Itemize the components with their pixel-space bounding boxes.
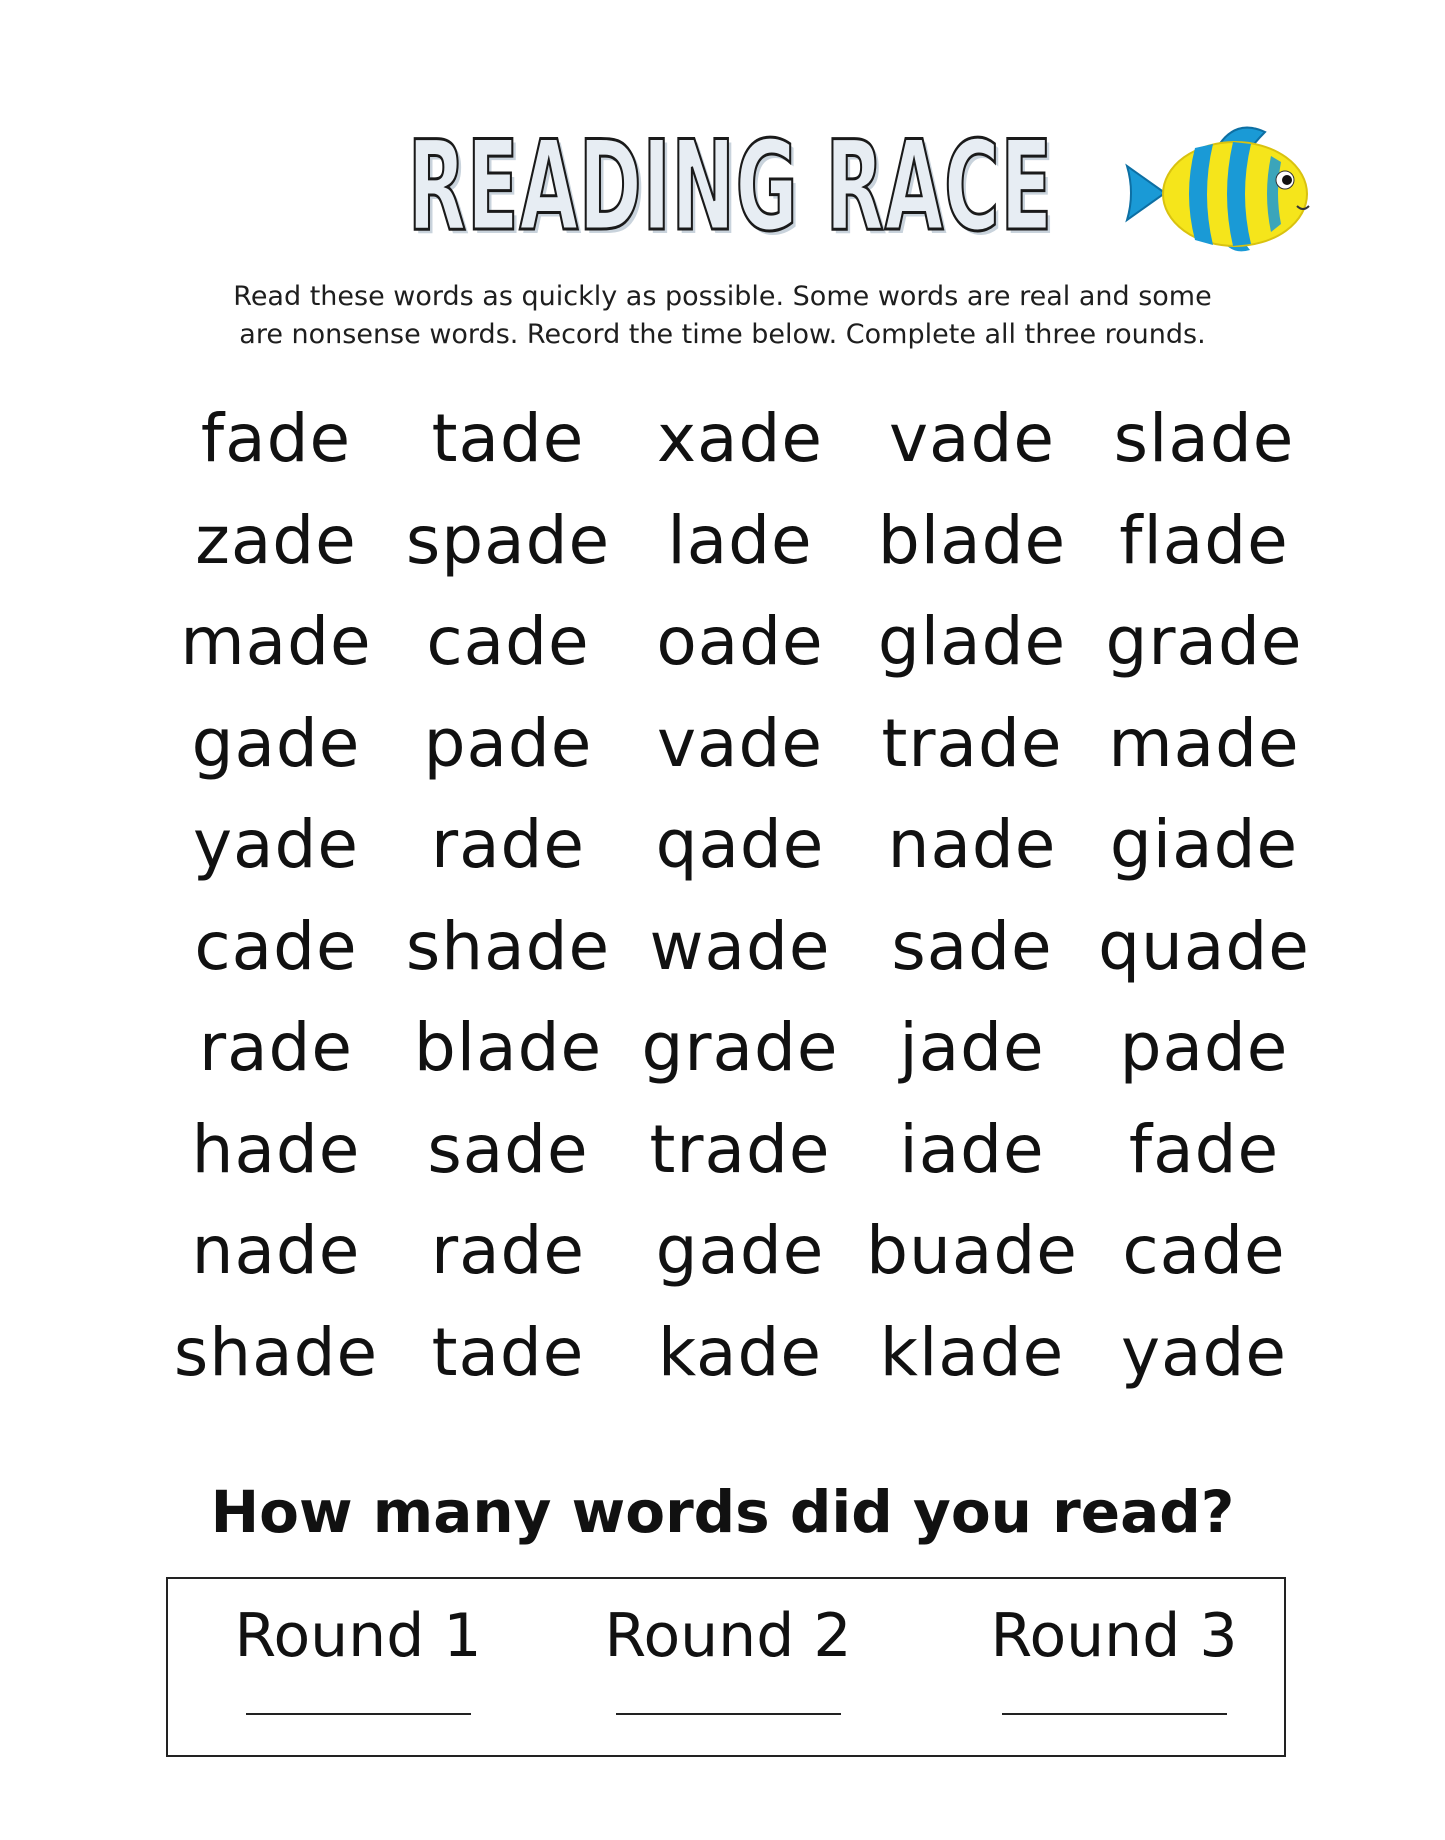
word: glade: [877, 603, 1067, 681]
word: lade: [667, 501, 813, 579]
word: nade: [887, 806, 1057, 884]
round-1-label: Round 1: [234, 1601, 482, 1671]
title-container: [400, 112, 1060, 262]
word: tade: [431, 1313, 585, 1391]
word: buade: [866, 1212, 1078, 1290]
word: zade: [195, 501, 357, 579]
word: quade: [1098, 907, 1310, 985]
word: pade: [423, 704, 593, 782]
word: giade: [1109, 806, 1299, 884]
round-3: [984, 1601, 1244, 1715]
word: shade: [405, 907, 611, 985]
round-3-answer-line[interactable]: [1002, 1713, 1227, 1715]
word: blade: [877, 501, 1067, 579]
word: cade: [426, 603, 590, 681]
word: wade: [649, 907, 831, 985]
word: qade: [655, 806, 825, 884]
word: rade: [430, 1212, 586, 1290]
round-2-answer-line[interactable]: [616, 1713, 841, 1715]
word: vade: [656, 704, 823, 782]
word: sade: [891, 907, 1053, 985]
word: slade: [1113, 400, 1295, 478]
word: kade: [657, 1313, 822, 1391]
word: yade: [192, 806, 359, 884]
round-1: [228, 1601, 488, 1715]
word: grade: [1105, 603, 1303, 681]
word: made: [1108, 704, 1300, 782]
word: iade: [899, 1110, 1045, 1188]
word: flade: [1119, 501, 1289, 579]
word: hade: [191, 1110, 361, 1188]
word: rade: [430, 806, 586, 884]
instructions: [150, 278, 1295, 354]
word: made: [180, 603, 372, 681]
word: xade: [656, 400, 823, 478]
word: oade: [656, 603, 824, 681]
word: cade: [194, 907, 358, 985]
word: yade: [1120, 1313, 1287, 1391]
word: sade: [427, 1110, 589, 1188]
word: pade: [1119, 1009, 1289, 1087]
round-2: [598, 1601, 858, 1715]
round-1-answer-line[interactable]: [246, 1713, 471, 1715]
word: nade: [191, 1212, 361, 1290]
word: gade: [655, 1212, 825, 1290]
word: cade: [1122, 1212, 1286, 1290]
word: gade: [191, 704, 361, 782]
word: jade: [899, 1009, 1045, 1087]
word: fade: [1128, 1110, 1280, 1188]
instructions-line-2: are nonsense words. Record the time below. Complete all three rounds.: [239, 319, 1206, 350]
word: trade: [881, 704, 1063, 782]
word: trade: [649, 1110, 831, 1188]
page-title: READING RACE: [407, 115, 1053, 259]
word: grade: [641, 1009, 839, 1087]
word: klade: [879, 1313, 1065, 1391]
word: rade: [198, 1009, 354, 1087]
word: shade: [173, 1313, 379, 1391]
word-grid: [160, 388, 1320, 1403]
word: spade: [405, 501, 611, 579]
word: fade: [200, 400, 352, 478]
round-2-label: Round 2: [604, 1601, 852, 1671]
rounds-box: [166, 1577, 1286, 1757]
word: tade: [431, 400, 585, 478]
question-heading: How many words did you read?: [210, 1478, 1235, 1546]
instructions-line-1: Read these words as quickly as possible. Some words are real and some: [233, 281, 1212, 312]
round-3-label: Round 3: [990, 1601, 1238, 1671]
word: vade: [888, 400, 1055, 478]
word: blade: [413, 1009, 603, 1087]
fish-icon: [1125, 118, 1325, 268]
